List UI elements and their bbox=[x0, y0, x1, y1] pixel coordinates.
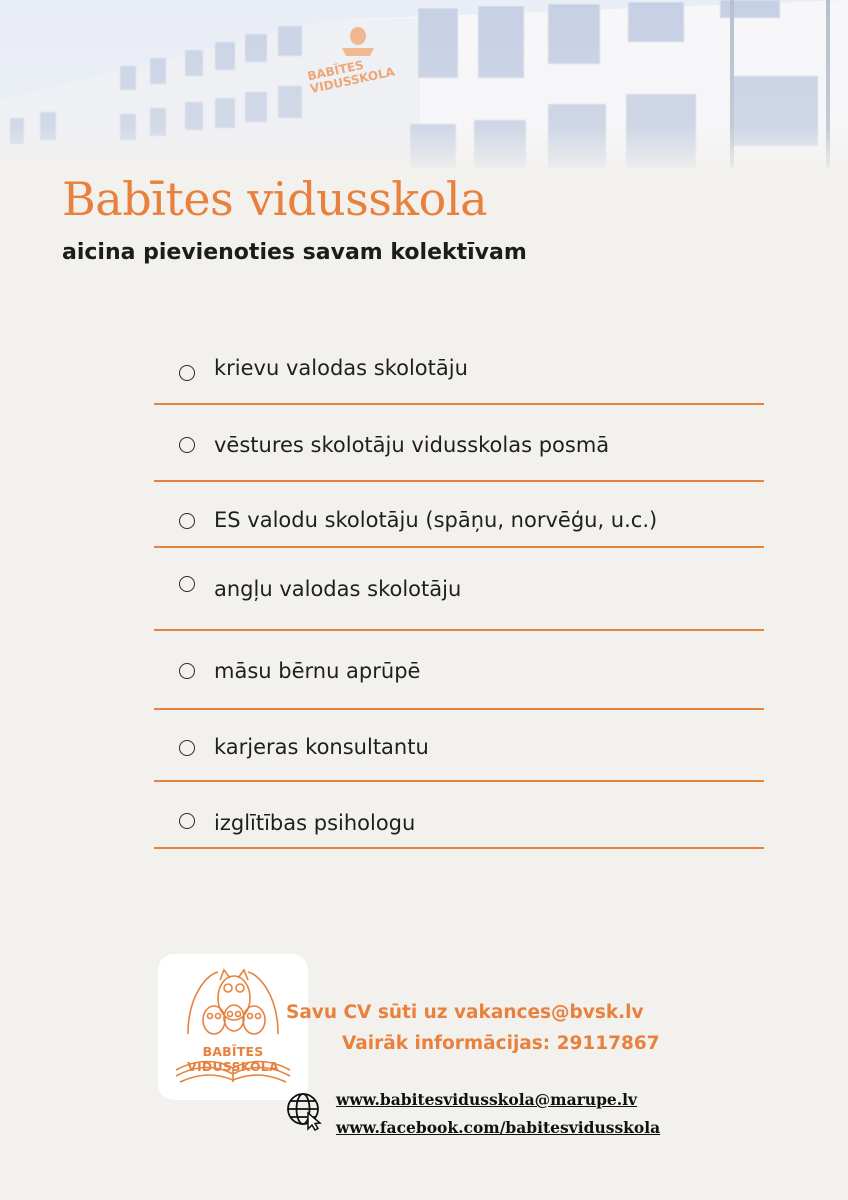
logo-text: BABĪTES VIDUSSKOLA bbox=[187, 1044, 279, 1074]
phone-info: Vairāk informācijas: 29117867 bbox=[342, 1033, 660, 1054]
divider bbox=[154, 708, 764, 710]
circle-bullet-icon bbox=[179, 513, 195, 529]
divider bbox=[154, 629, 764, 631]
page-title: Babītes vidusskola bbox=[62, 172, 488, 226]
position-label: ES valodu skolotāju (spāņu, norvēģu, u.c.) bbox=[214, 508, 658, 532]
divider bbox=[154, 780, 764, 782]
website-link[interactable]: www.babitesvidusskola@marupe.lv bbox=[336, 1090, 638, 1109]
owls-on-book-icon bbox=[158, 954, 308, 1100]
circle-bullet-icon bbox=[179, 437, 195, 453]
page-subtitle: aicina pievienoties savam kolektīvam bbox=[62, 240, 527, 265]
divider bbox=[154, 403, 764, 405]
position-label: vēstures skolotāju vidusskolas posmā bbox=[214, 433, 610, 457]
position-label: izglītības psihologu bbox=[214, 811, 416, 835]
position-label: māsu bērnu aprūpē bbox=[214, 659, 421, 683]
cv-instruction: Savu CV sūti uz vakances@bvsk.lv bbox=[286, 1002, 644, 1023]
facebook-link[interactable]: www.facebook.com/babitesvidusskola bbox=[336, 1118, 661, 1137]
divider bbox=[154, 480, 764, 482]
circle-bullet-icon bbox=[179, 576, 195, 592]
school-logo bbox=[158, 954, 308, 1100]
globe-cursor-icon bbox=[286, 1091, 324, 1131]
circle-bullet-icon bbox=[179, 813, 195, 829]
divider bbox=[154, 847, 764, 849]
header-photo bbox=[0, 0, 848, 168]
position-label: angļu valodas skolotāju bbox=[214, 577, 462, 601]
circle-bullet-icon bbox=[179, 740, 195, 756]
divider bbox=[154, 546, 764, 548]
position-label: krievu valodas skolotāju bbox=[214, 356, 468, 380]
circle-bullet-icon bbox=[179, 365, 195, 381]
building-sign-text: BABĪTES VIDUSSKOLA bbox=[306, 57, 397, 97]
circle-bullet-icon bbox=[179, 663, 195, 679]
position-label: karjeras konsultantu bbox=[214, 735, 429, 759]
